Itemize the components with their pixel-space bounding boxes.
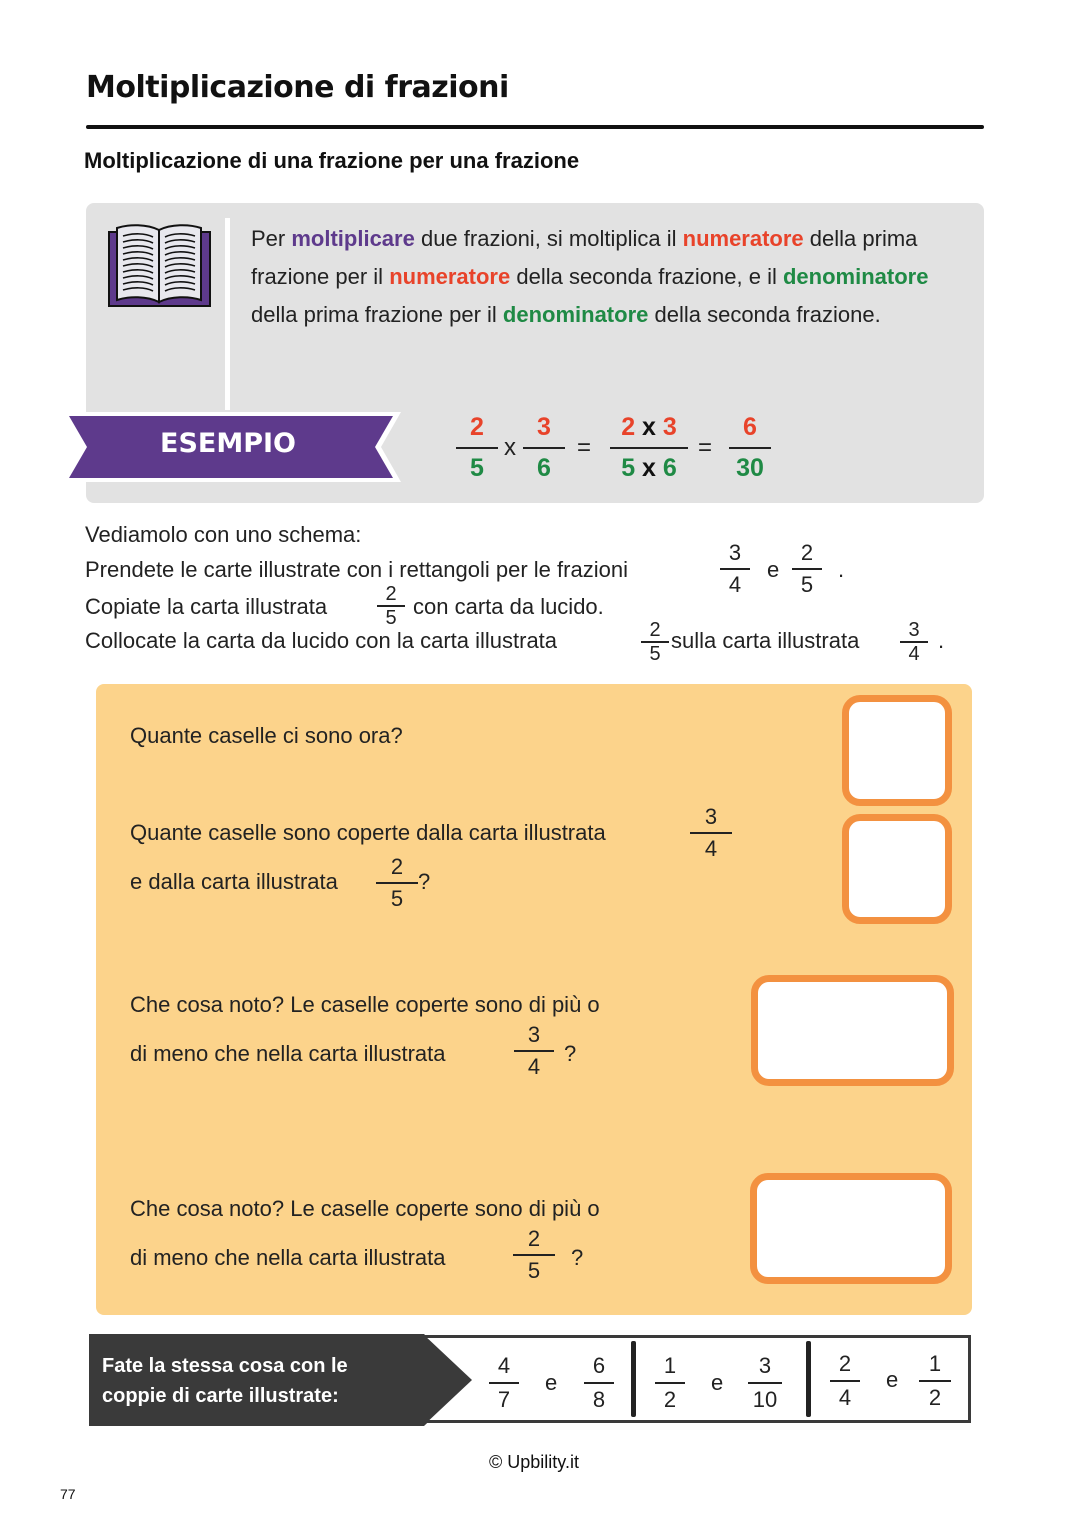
- fraction-2-5: 2 5: [792, 542, 822, 596]
- example-fraction-1: 2 5: [456, 415, 498, 481]
- keyword-numeratore: numeratore: [389, 264, 511, 289]
- fraction-3-4: 3 4: [690, 806, 732, 860]
- question-4-line-2: di meno che nella carta illustrata: [130, 1245, 446, 1270]
- page-number: 77: [60, 1486, 76, 1502]
- answer-box-3[interactable]: [751, 975, 954, 1086]
- keyword-moltiplicare: moltiplicare: [291, 226, 415, 251]
- keyword-denominatore: denominatore: [502, 302, 649, 327]
- question-1: Quante caselle ci sono ora?: [130, 723, 403, 748]
- example-fraction-2: 3 6: [523, 415, 565, 481]
- rule-explanation: Per moltiplicare due frazioni, si moltiplica il numeratore della prima frazione per il numeratore della seconda frazione, e il denominatore della prima frazione per il denominatore della seconda frazione.: [251, 226, 929, 327]
- fraction-3-4: 3 4: [514, 1024, 554, 1078]
- question-2-line-1: Quante caselle sono coperte dalla carta illustrata: [130, 820, 606, 845]
- fraction-3-4: 3 4: [720, 542, 750, 596]
- question-4-line-1: Che cosa noto? Le caselle coperte sono di più o: [130, 1196, 600, 1221]
- example-fraction-product: 2 x 3 5 x 6: [610, 415, 688, 481]
- practice-pair-2-a: 1 2: [655, 1355, 685, 1411]
- open-book-icon: [107, 222, 212, 308]
- keyword-numeratore: numeratore: [682, 226, 804, 251]
- fraction-2-5: 2 5: [377, 584, 405, 628]
- example-label: ESEMPIO: [160, 428, 296, 459]
- example-fraction-result: 6 30: [729, 415, 771, 481]
- intro-line-4: Collocate la carta da lucido con la carta illustrata: [85, 628, 558, 653]
- practice-pair-1-a: 4 7: [489, 1355, 519, 1411]
- title-divider: [86, 125, 984, 129]
- times-sign: x: [504, 434, 516, 461]
- fraction-2-5: 2 5: [513, 1228, 555, 1282]
- pair-separator: [631, 1341, 636, 1417]
- practice-pair-1-b: 6 8: [584, 1355, 614, 1411]
- intro-line-1: Vediamolo con uno schema:: [85, 522, 362, 547]
- section-subtitle: Moltiplicazione di una frazione per una frazione: [84, 148, 580, 173]
- question-2-line-2: e dalla carta illustrata: [130, 869, 338, 894]
- question-3-line-2: di meno che nella carta illustrata: [130, 1041, 446, 1066]
- practice-arrow-tip: [423, 1334, 475, 1426]
- equals-sign: =: [577, 434, 592, 461]
- answer-box-2[interactable]: [842, 814, 952, 924]
- intro-line-3: Copiate la carta illustrata: [85, 594, 328, 619]
- fraction-2-5: 2 5: [376, 856, 418, 910]
- answer-box-4[interactable]: [750, 1173, 952, 1284]
- question-3-line-1: Che cosa noto? Le caselle coperte sono di più o: [130, 992, 600, 1017]
- practice-label: Fate la stessa cosa con le coppie di carte illustrate:: [102, 1355, 348, 1407]
- pair-separator: [806, 1341, 811, 1417]
- copyright: © Upbility.it: [489, 1452, 579, 1472]
- practice-pair-3-b: 1 2: [919, 1353, 951, 1409]
- intro-line-2: Prendete le carte illustrate con i rettangoli per le frazioni: [85, 557, 628, 582]
- fraction-2-5: 2 5: [641, 620, 669, 664]
- practice-pair-2-b: 3 10: [748, 1355, 782, 1411]
- page-title: Moltiplicazione di frazioni: [86, 70, 509, 105]
- keyword-denominatore: denominatore: [782, 264, 929, 289]
- rule-box-divider: [225, 218, 230, 410]
- equals-sign: =: [698, 434, 713, 461]
- answer-box-1[interactable]: [842, 695, 952, 806]
- practice-pair-3-a: 2 4: [830, 1353, 860, 1409]
- fraction-3-4: 3 4: [900, 620, 928, 664]
